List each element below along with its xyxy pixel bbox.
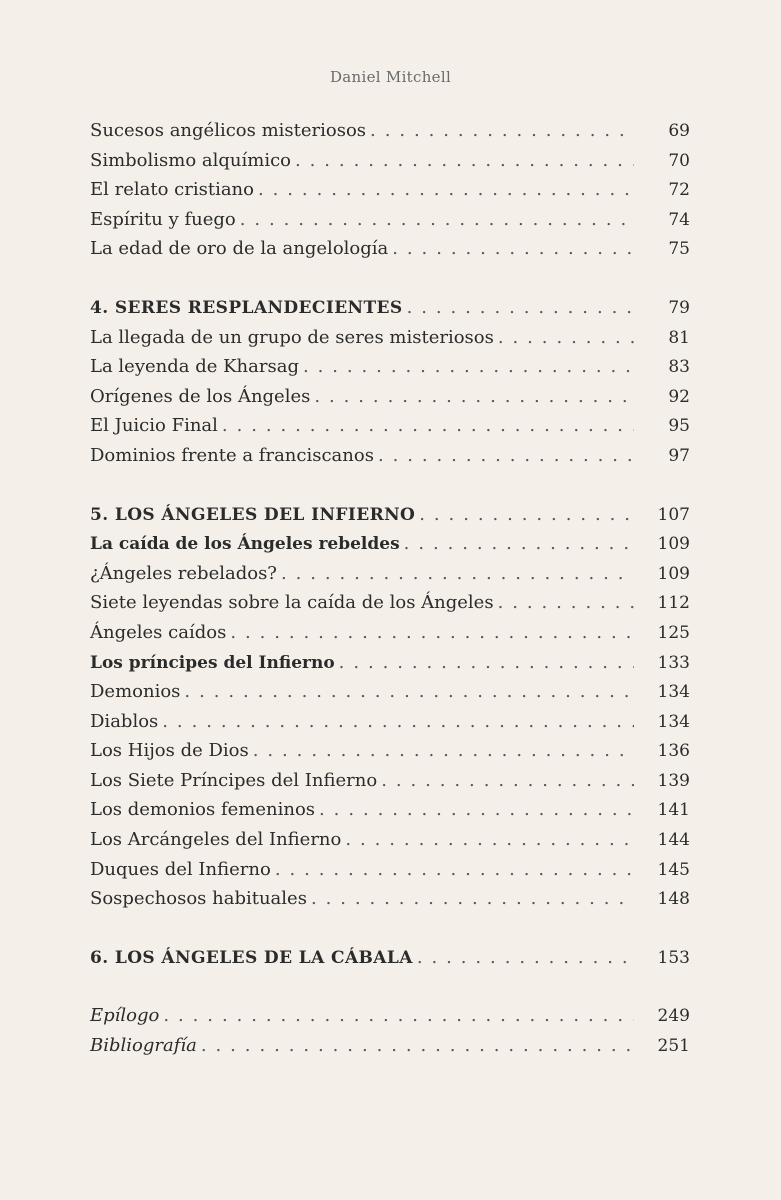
- toc-page-number: 92: [668, 386, 690, 407]
- dot-leader: [163, 1001, 634, 1031]
- toc-page-number: 153: [657, 947, 690, 968]
- dot-leader: [345, 825, 634, 855]
- toc-entry: [90, 352, 690, 382]
- toc-entry-title: Orígenes de los Ángeles: [90, 385, 311, 407]
- toc-page-number: 136: [657, 741, 690, 762]
- toc-entry-title: La caída de los Ángeles rebeldes: [90, 534, 400, 555]
- toc-section: [90, 116, 690, 264]
- toc-page-number: 251: [657, 1036, 690, 1057]
- toc-entry: [90, 234, 690, 264]
- toc-entry-title: Los Arcángeles del Infierno: [90, 829, 342, 851]
- toc-entry-title: Los Siete Príncipes del Infierno: [90, 769, 378, 791]
- toc-page-number: 97: [668, 445, 690, 466]
- toc-page-number: 109: [657, 563, 690, 584]
- toc-entry: [90, 648, 690, 678]
- toc-entry-title: La leyenda de Kharsag: [90, 356, 299, 378]
- toc-entry-title: Sucesos angélicos misteriosos: [90, 120, 367, 141]
- toc-page-number: 145: [657, 859, 690, 880]
- dot-leader: [378, 441, 634, 471]
- toc-chapter-entry: [90, 293, 690, 323]
- dot-leader: [339, 648, 634, 678]
- toc-page-number: 109: [657, 534, 690, 555]
- toc-entry-title: La llegada de un grupo de seres misteriosos: [90, 326, 494, 348]
- toc-entry-title: El relato cristiano: [90, 179, 254, 201]
- toc-entry-title: ¿Ángeles rebelados?: [90, 562, 277, 584]
- toc-entry-title: El Juicio Final: [90, 415, 218, 437]
- toc-page-number: 133: [657, 652, 690, 673]
- toc-section: [90, 1001, 690, 1060]
- toc-page-number: 134: [657, 682, 690, 703]
- dot-leader: [314, 382, 634, 412]
- toc-entry: [90, 855, 690, 885]
- toc-entry: [90, 1001, 690, 1031]
- toc-page-number: 75: [668, 239, 690, 260]
- toc-entry-title: Los príncipes del Infierno: [90, 652, 335, 673]
- toc-entry-title: Dominios frente a franciscanos: [90, 444, 374, 466]
- dot-leader: [230, 618, 634, 648]
- dot-leader: [498, 588, 634, 618]
- dot-leader: [392, 234, 634, 264]
- toc-entry: [90, 766, 690, 796]
- toc-page-number: 112: [657, 593, 690, 614]
- toc-page-number: 74: [668, 209, 690, 230]
- toc-entry: [90, 677, 690, 707]
- toc-entry: [90, 618, 690, 648]
- toc-page-number: 95: [668, 416, 690, 437]
- toc-page-number: 125: [657, 622, 690, 643]
- toc-entry: [90, 323, 690, 353]
- toc-entry: [90, 175, 690, 205]
- toc-entry-title: Demonios: [90, 681, 181, 703]
- toc-entry: [90, 825, 690, 855]
- toc-section: [90, 500, 690, 914]
- dot-leader: [240, 205, 634, 235]
- toc-entry: [90, 382, 690, 412]
- dot-leader: [253, 736, 634, 766]
- toc-entry-title: Diablos: [90, 710, 159, 732]
- toc-chapter-entry: [90, 500, 690, 530]
- dot-leader: [417, 943, 634, 973]
- toc-entry-title: La edad de oro de la angelología: [90, 238, 389, 260]
- toc-entry: [90, 588, 690, 618]
- dot-leader: [201, 1031, 634, 1061]
- dot-leader: [162, 707, 634, 737]
- toc-page-number: 148: [657, 889, 690, 910]
- toc-entry: [90, 411, 690, 441]
- toc-chapter-entry: [90, 943, 690, 973]
- toc-entry: [90, 707, 690, 737]
- table-of-contents: [90, 116, 690, 1090]
- toc-entry: [90, 736, 690, 766]
- toc-page-number: 249: [657, 1006, 690, 1027]
- toc-entry: [90, 205, 690, 235]
- toc-entry: [90, 884, 690, 914]
- toc-entry-title: Espíritu y fuego: [90, 208, 236, 230]
- toc-entry-title: Siete leyendas sobre la caída de los Ángeles: [90, 592, 494, 614]
- dot-leader: [407, 293, 634, 323]
- toc-page-number: 79: [668, 297, 690, 318]
- toc-entry-title: Duques del Infierno: [90, 858, 271, 880]
- dot-leader: [381, 766, 634, 796]
- dot-leader: [498, 323, 634, 353]
- toc-page-number: 139: [657, 770, 690, 791]
- toc-section: [90, 943, 690, 973]
- toc-entry: [90, 559, 690, 589]
- toc-entry: [90, 441, 690, 471]
- dot-leader: [275, 855, 634, 885]
- toc-page-number: 69: [668, 121, 690, 141]
- toc-page-number: 144: [657, 830, 690, 851]
- dot-leader: [295, 146, 634, 176]
- dot-leader: [404, 529, 634, 559]
- toc-page-number: 81: [668, 327, 690, 348]
- dot-leader: [319, 795, 634, 825]
- toc-entry: [90, 529, 690, 559]
- toc-page-number: 83: [668, 357, 690, 378]
- toc-page-number: 134: [657, 711, 690, 732]
- toc-entry-title: Sospechosos habituales: [90, 888, 307, 910]
- toc-page-number: 141: [657, 800, 690, 821]
- toc-entry: [90, 146, 690, 176]
- toc-entry-title: 6. LOS ÁNGELES DE LA CÁBALA: [90, 947, 413, 968]
- toc-entry: [90, 116, 690, 146]
- dot-leader: [370, 116, 634, 146]
- toc-page-number: 107: [657, 504, 690, 525]
- toc-entry-title: Epílogo: [90, 1005, 160, 1027]
- dot-leader: [311, 884, 634, 914]
- toc-page-number: 70: [668, 150, 690, 171]
- toc-section: [90, 293, 690, 471]
- toc-entry-title: 4. SERES RESPLANDECIENTES: [90, 297, 403, 318]
- dot-leader: [258, 175, 634, 205]
- dot-leader: [184, 677, 634, 707]
- toc-entry: [90, 1031, 690, 1061]
- toc-entry-title: Los demonios femeninos: [90, 799, 316, 821]
- toc-entry-title: Simbolismo alquímico: [90, 149, 291, 171]
- toc-entry-title: Bibliografía: [90, 1035, 197, 1057]
- dot-leader: [419, 500, 634, 530]
- dot-leader: [303, 352, 634, 382]
- toc-entry: [90, 795, 690, 825]
- running-header-author: Daniel Mitchell: [329, 68, 452, 86]
- dot-leader: [222, 411, 634, 441]
- toc-entry-title: Los Hijos de Dios: [90, 740, 249, 762]
- toc-entry-title: Ángeles caídos: [90, 621, 227, 643]
- dot-leader: [281, 559, 634, 589]
- toc-page-number: 72: [668, 180, 690, 201]
- toc-entry-title: 5. LOS ÁNGELES DEL INFIERNO: [90, 504, 416, 525]
